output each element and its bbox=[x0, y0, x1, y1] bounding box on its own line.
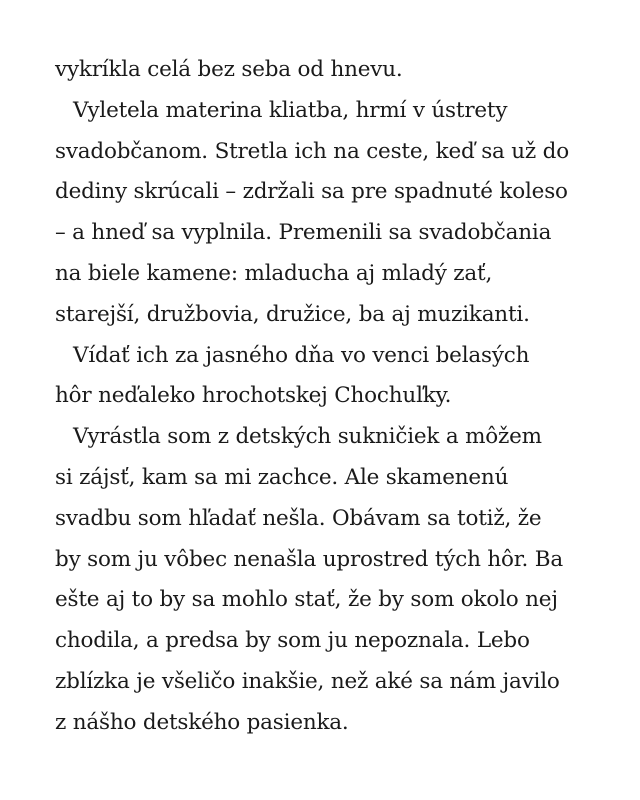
text-line: svadbu som hľadať nešla. Obávam sa totiž, že bbox=[55, 505, 542, 531]
paragraph-start-line: Vídať ich za jasného dňa vo venci belasých bbox=[73, 342, 530, 368]
text-line: dediny skrúcali – zdržali sa pre spadnuté koleso bbox=[55, 179, 568, 205]
text-line: vykríkla celá bez seba od hnevu. bbox=[55, 57, 403, 82]
text-line: – a hneď sa vyplnila. Premenili sa svadobčania bbox=[55, 220, 552, 246]
text-line: chodila, a predsa by som ju nepoznala. Lebo bbox=[55, 628, 530, 654]
text-line: si zájsť, kam sa mi zachce. Ale skamenenú bbox=[55, 464, 509, 490]
text-line: ešte aj to by sa mohlo stať, že by som okolo nej bbox=[55, 587, 558, 613]
text-line: z nášho detského pasienka. bbox=[55, 709, 349, 735]
text-line: svadobčanom. Stretla ich na ceste, keď sa už do bbox=[55, 138, 569, 164]
paragraph-start-line: Vyletela materina kliatba, hrmí v ústrety bbox=[73, 97, 508, 123]
text-line: na biele kamene: mladucha aj mladý zať, bbox=[55, 260, 493, 286]
text-line: by som ju vôbec nenašla uprostred tých hôr. Ba bbox=[55, 546, 563, 572]
body-text bbox=[55, 50, 615, 744]
text-line: zblízka je všeličo inakšie, než aké sa nám javilo bbox=[55, 668, 560, 694]
text-line: starejší, družbovia, družice, ba aj muzikanti. bbox=[55, 301, 530, 327]
text-line: hôr neďaleko hrochotskej Chochuľky. bbox=[55, 383, 452, 409]
paragraph-start-line: Vyrástla som z detských sukničiek a môžem bbox=[73, 424, 542, 450]
